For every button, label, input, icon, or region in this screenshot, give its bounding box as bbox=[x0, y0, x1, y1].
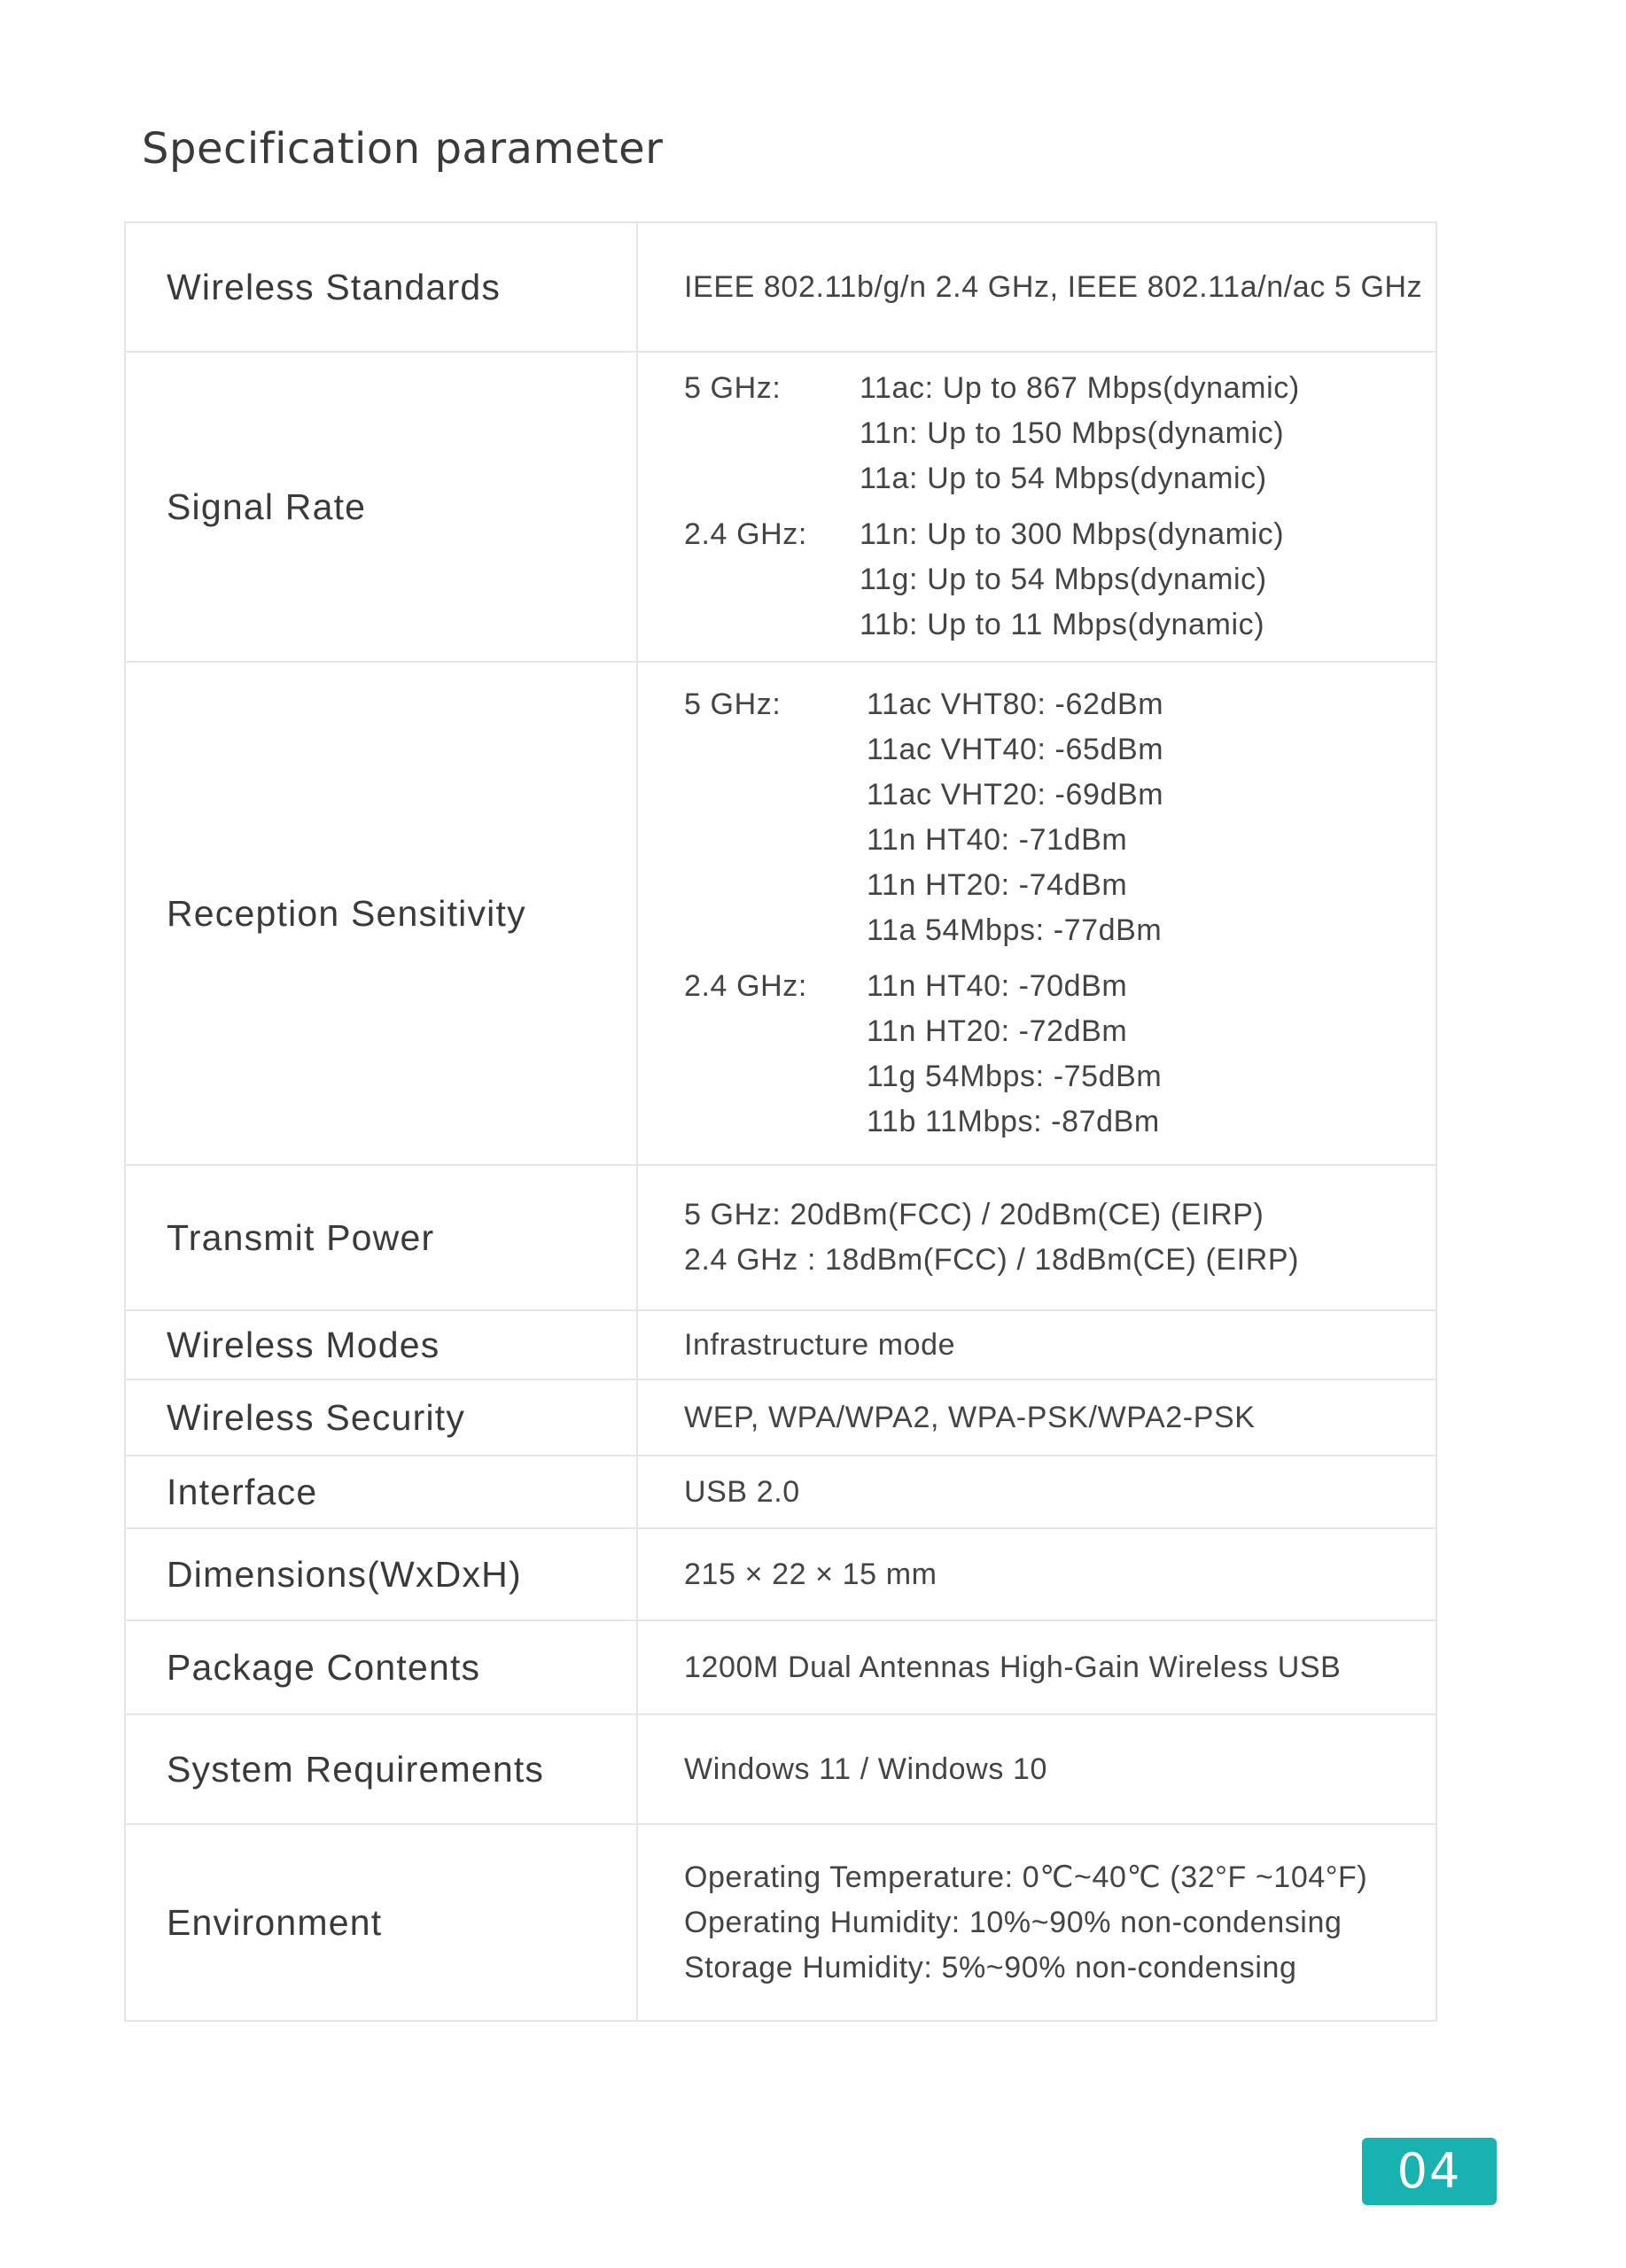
band-label: 5 GHz: bbox=[684, 687, 782, 721]
spec-value-line: 11n HT20: -74dBm bbox=[867, 868, 1128, 902]
spec-label: Wireless Standards bbox=[125, 222, 637, 352]
spec-row-wireless-modes bbox=[125, 1310, 1436, 1379]
spec-row-signal-rate bbox=[125, 352, 1436, 662]
spec-value-line: WEP, WPA/WPA2, WPA-PSK/WPA2-PSK bbox=[684, 1400, 1256, 1434]
spec-value-line: USB 2.0 bbox=[684, 1474, 800, 1509]
spec-value-line: 11n HT20: -72dBm bbox=[867, 1014, 1128, 1048]
spec-value bbox=[637, 1379, 1436, 1456]
spec-value-line: 11n HT40: -70dBm bbox=[867, 969, 1128, 1003]
spec-value bbox=[637, 1310, 1436, 1379]
spec-label: System Requirements bbox=[125, 1714, 637, 1824]
spec-value-line: Operating Temperature: 0℃~40℃ (32°F ~104°F) bbox=[684, 1860, 1368, 1894]
spec-value-line: 11g 54Mbps: -75dBm bbox=[867, 1060, 1163, 1093]
spec-value-line: 11n: Up to 150 Mbps(dynamic) bbox=[860, 416, 1285, 450]
spec-value bbox=[637, 352, 1436, 662]
spec-label: Wireless Security bbox=[125, 1379, 637, 1456]
spec-label: Reception Sensitivity bbox=[125, 662, 637, 1165]
spec-value-line: 11n HT40: -71dBm bbox=[867, 823, 1128, 857]
spec-row-dimensions bbox=[125, 1528, 1436, 1620]
band-group bbox=[684, 512, 1435, 648]
band-group bbox=[684, 682, 1435, 953]
band-label: 5 GHz: bbox=[684, 371, 782, 405]
spec-value bbox=[637, 1824, 1436, 2021]
spec-value-line: 11b 11Mbps: -87dBm bbox=[867, 1105, 1160, 1138]
spec-label: Environment bbox=[125, 1824, 637, 2021]
spec-value-line: 5 GHz: 20dBm(FCC) / 20dBm(CE) (EIRP) bbox=[684, 1198, 1264, 1231]
spec-value bbox=[637, 1528, 1436, 1620]
spec-value bbox=[637, 1714, 1436, 1824]
spec-value bbox=[637, 222, 1436, 352]
spec-value-line: IEEE 802.11b/g/n 2.4 GHz, IEEE 802.11a/n/ac 5 GHz bbox=[684, 269, 1423, 304]
spec-label: Wireless Modes bbox=[125, 1310, 637, 1379]
spec-value-line: 11ac: Up to 867 Mbps(dynamic) bbox=[860, 371, 1300, 405]
spec-row-environment bbox=[125, 1824, 1436, 2021]
spec-label: Interface bbox=[125, 1456, 637, 1528]
spec-value-line: 11n: Up to 300 Mbps(dynamic) bbox=[860, 517, 1285, 551]
spec-value-line: 2.4 GHz : 18dBm(FCC) / 18dBm(CE) (EIRP) bbox=[684, 1243, 1300, 1277]
spec-value-line: 11g: Up to 54 Mbps(dynamic) bbox=[860, 563, 1267, 596]
spec-label: Package Contents bbox=[125, 1620, 637, 1714]
spec-row-wireless-security bbox=[125, 1379, 1436, 1456]
spec-row-wireless-standards bbox=[125, 222, 1436, 352]
spec-value-line: 11b: Up to 11 Mbps(dynamic) bbox=[860, 608, 1265, 641]
spec-value-line: Infrastructure mode bbox=[684, 1327, 956, 1362]
page-number-badge: 04 bbox=[1362, 2138, 1497, 2205]
spec-value bbox=[637, 1620, 1436, 1714]
spec-value bbox=[637, 1456, 1436, 1528]
spec-row-transmit-power bbox=[125, 1165, 1436, 1310]
spec-value-line: 11a: Up to 54 Mbps(dynamic) bbox=[860, 462, 1267, 495]
spec-table bbox=[124, 221, 1437, 2022]
spec-value-line: Windows 11 / Windows 10 bbox=[684, 1751, 1047, 1786]
band-label: 2.4 GHz: bbox=[684, 517, 807, 551]
spec-value bbox=[637, 662, 1436, 1165]
band-label: 2.4 GHz: bbox=[684, 969, 807, 1003]
spec-value-line: 11ac VHT40: -65dBm bbox=[867, 733, 1164, 766]
spec-value-line: 215 × 22 × 15 mm bbox=[684, 1557, 937, 1591]
spec-value-line: Operating Humidity: 10%~90% non-condensing bbox=[684, 1905, 1342, 1939]
spec-value-line: 11ac VHT80: -62dBm bbox=[867, 687, 1164, 721]
spec-value-line: 11ac VHT20: -69dBm bbox=[867, 778, 1164, 812]
spec-value-line: 1200M Dual Antennas High-Gain Wireless USB bbox=[684, 1650, 1342, 1684]
spec-value bbox=[637, 1165, 1436, 1310]
band-group bbox=[684, 964, 1435, 1145]
spec-row-system-requirements bbox=[125, 1714, 1436, 1824]
spec-label: Signal Rate bbox=[125, 352, 637, 662]
spec-value-line: 11a 54Mbps: -77dBm bbox=[867, 913, 1163, 947]
band-group bbox=[684, 366, 1435, 501]
spec-row-interface bbox=[125, 1456, 1436, 1528]
spec-row-reception-sensitivity bbox=[125, 662, 1436, 1165]
spec-label: Dimensions(WxDxH) bbox=[125, 1528, 637, 1620]
spec-row-package-contents bbox=[125, 1620, 1436, 1714]
spec-label: Transmit Power bbox=[125, 1165, 637, 1310]
spec-value-line: Storage Humidity: 5%~90% non-condensing bbox=[684, 1950, 1297, 1984]
page-title: Specification parameter bbox=[142, 124, 664, 174]
